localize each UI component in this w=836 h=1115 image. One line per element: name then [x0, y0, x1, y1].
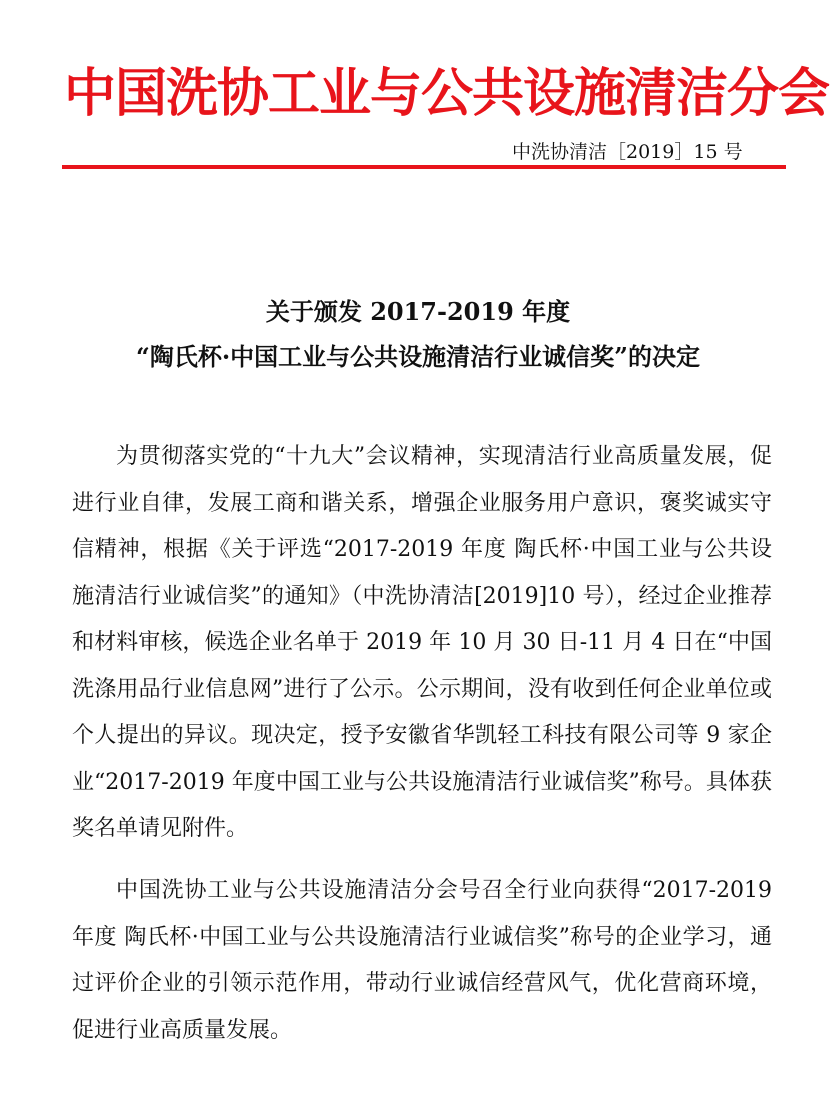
body-paragraph-2: 中国洗协工业与公共设施清洁分会号召全行业向获得“2017-2019 年度 陶氏杯·中国工业与公共设施清洁行业诚信奖”称号的企业学习，通过评价企业的引领示范作用，带动行业诚信经营风气，优化营商环境，促进行业高质量发展。: [72, 878, 772, 1043]
document-number: 中洗协清洁［2019］15 号: [512, 141, 743, 163]
letterhead-red-rule: [62, 165, 786, 169]
document-title-line-2: “陶氏杯·中国工业与公共设施清洁行业诚信奖”的决定: [136, 342, 700, 371]
document-title-line-1: 关于颁发 2017-2019 年度: [265, 297, 571, 326]
letterhead-org-name: 中国洗协工业与公共设施清洁分会: [64, 63, 830, 124]
body-paragraph-1: 为贯彻落实党的“十九大”会议精神，实现清洁行业高质量发展，促进行业自律，发展工商和谐关系，增强企业服务用户意识，褒奖诚实守信精神，根据《关于评选“2017-2019 年度 陶氏杯·中国工业与公共设施清洁行业诚信奖”的通知》（中洗协清洁[2019]10 号），经过企业推荐和材料审核，候选企业名单于 2019 年 10 月 30 日-11 月 4 日在“中国洗涤用品行业信息网”进行了公示。公示期间，没有收到任何企业单位或个人提出的异议。现决定，授予安徽省华凯轻工科技有限公司等 9 家企业“2017-2019 年度中国工业与公共设施清洁行业诚信奖”称号。具体获奖名单请见附件。: [72, 444, 772, 841]
